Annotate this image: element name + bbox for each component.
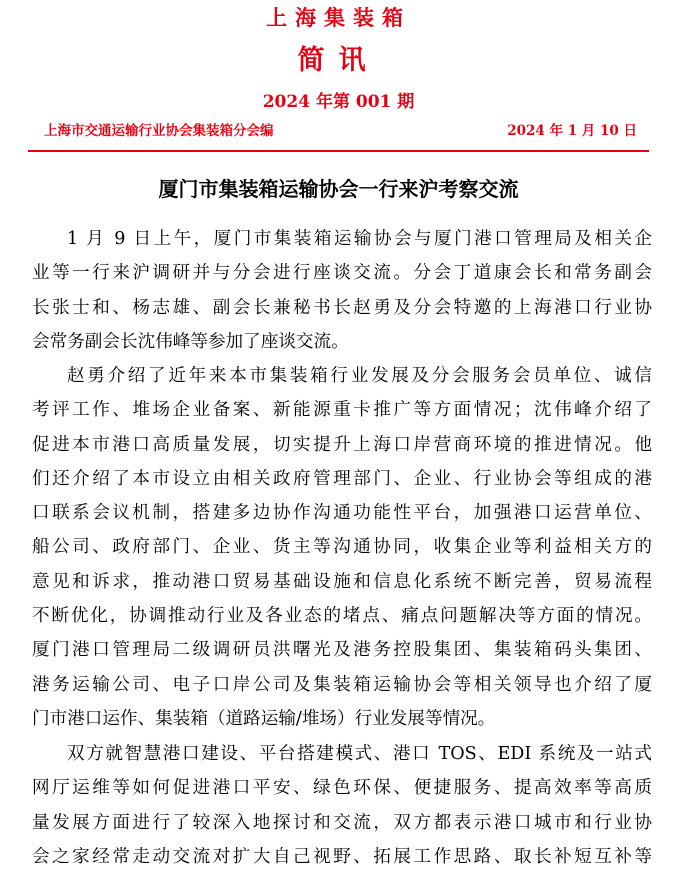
publication-date: 2024 年 1 月 10 日 (507, 123, 637, 139)
paragraph-line: 促进本市港口高质量发展，切实提升上海口岸营商环境的推进情况。他 (32, 434, 652, 455)
article-paragraph-3 (32, 737, 652, 874)
paragraph-line: 双方就智慧港口建设、平台搭建模式、港口 TOS、EDI 系统及一站式 (67, 744, 652, 764)
paragraph-line: 长张士和、杨志雄、副会长兼秘书长赵勇及分会特邀的上海港口行业协 (32, 297, 652, 318)
paragraph-line: 意见和诉求，推动港口贸易基础设施和信息化系统不断完善，贸易流程 (32, 571, 652, 592)
paragraph-line: 会常务副会长沈伟峰等参加了座谈交流。 (32, 331, 349, 352)
paragraph-line: 1 月 9 日上午，厦门市集装箱运输协会与厦门港口管理局及相关企 (67, 229, 652, 249)
paragraph-line: 会之家经常走动交流对扩大自己视野、拓展工作思路、取长补短互补等 (32, 846, 652, 867)
header-divider (28, 150, 649, 152)
paragraph-line: 口联系会议机制，搭建多边协作沟通功能性平台，加强港口运营单位、 (32, 503, 652, 524)
paragraph-line: 考评工作、堆场企业备案、新能源重卡推广等方面情况；沈伟峰介绍了 (32, 400, 652, 421)
article-paragraph-1 (32, 222, 652, 359)
org-title: 上海集装箱 (266, 5, 411, 30)
article-title: 厦门市集装箱运输协会一行来沪考察交流 (158, 177, 519, 201)
paragraph-line: 门市港口运作、集装箱（道路运输/堆场）行业发展等情况。 (32, 708, 496, 729)
paragraph-line: 量发展方面进行了较深入地探讨和交流，双方都表示港口城市和行业协 (32, 812, 652, 833)
paragraph-line: 网厅运维等如何促进港口平安、绿色环保、便捷服务、提高效率等高质 (32, 778, 652, 799)
paragraph-line: 们还介绍了本市设立由相关政府管理部门、企业、行业协会等组成的港 (32, 468, 652, 489)
paragraph-line: 业等一行来沪调研并与分会进行座谈交流。分会丁道康会长和常务副会 (32, 263, 652, 284)
paragraph-line: 船公司、政府部门、企业、货主等沟通协同，收集企业等利益相关方的 (32, 537, 652, 558)
article-paragraph-2 (32, 359, 652, 736)
issue-number: 2024 年第 001 期 (262, 92, 415, 112)
paragraph-line: 港务运输公司、电子口岸公司及集装箱运输协会等相关领导也介绍了厦 (32, 674, 652, 695)
publication-title: 简讯 (297, 45, 380, 76)
paragraph-line: 厦门港口管理局二级调研员洪曙光及港务控股集团、集装箱码头集团、 (32, 640, 652, 661)
paragraph-line: 赵勇介绍了近年来本市集装箱行业发展及分会服务会员单位、诚信 (67, 366, 652, 386)
publisher-line: 上海市交通运输行业协会集装箱分会编 (44, 123, 274, 139)
paragraph-line: 不断优化，协调推动行业及各业态的堵点、痛点问题解决等方面的情况。 (32, 606, 652, 627)
